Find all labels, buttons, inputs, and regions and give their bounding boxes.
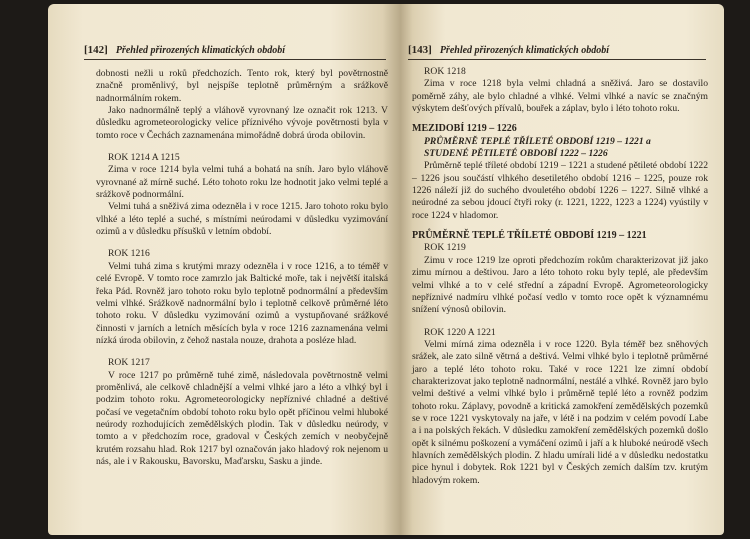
right-running-head [408,44,609,56]
left-body-text [96,68,388,468]
left-header-rule [84,59,386,60]
right-heading: ROK 1218 [424,66,466,77]
right-page [400,4,724,535]
left-paragraph: dobnosti nežli u roků předchozích. Tento rok, který byl povětrnostně značně proměnlivý, byl nejspíše teplotně průměrným a srážkově nadnormálním rokem. [96,68,388,104]
left-heading: ROK 1214 A 1215 [108,152,180,164]
right-heading: PRŮMĚRNĚ TEPLÉ TŘÍLETÉ OBDOBÍ 1219 – 1221 [412,230,647,242]
right-heading: STUDENÉ PĚTILETÉ OBDOBÍ 1222 – 1226 [424,148,608,160]
left-running-head-title: Přehled přirozených klimatických období [115,45,285,56]
left-heading: ROK 1216 [108,248,150,260]
right-paragraph: Zimu v roce 1219 lze oproti předchozím rokům charakterizovat již jako zimu mírnou a deštivou. Jaro a léto tohoto roku byly teplé, ale především velmi vlhké a to v celé střední a západní Evropě. Agrometeorologicky nepříznivé nadmíru vlhké počasí vedlo v tomto roce opět k významnému snížení výnosů obilovin. [412,254,708,316]
right-heading: MEZIDOBÍ 1219 – 1226 [412,123,517,135]
right-header-rule [408,59,706,60]
left-paragraph: Velmi tuhá a sněživá zima odezněla i v roce 1215. Jaro tohoto roku bylo vlhké a léto teplé a suché, s místními neúrodami v důsledku vyzimování ozimů a v důsledku přísušků v letním období. [96,201,388,238]
left-paragraph: V roce 1217 po průměrně tuhé zimě, následovala povětrnostně velmi proměnlivá, ale celkově chladnější a velmi vlhké jaro a léto a vlhký byl i podzim tohoto roku. Agrometeorologicky nepříznivé chladné a deštivé počasí ve vegetačním období tohoto roku bylo opět příčinou velmi hluboké neúrody rozhodujících zemědělských plodin. Tak v důsledku neúrody, v tomto a v předchozím roce, gradoval v Českých zemích v neobyčejně krutém rozsahu hlad. Rok 1217 byl označován jako hladový rok nejenom u nás, ale i v Rakousku, Bavorsku, Maďarsku, Sasku a jinde. [96,369,388,467]
left-paragraph: Jako nadnormálně teplý a vláhově vyrovnaný lze označit rok 1213. V důsledku agrometeorologicky velice příznivého vývoje povětrnosti byla v tomto roce v Čechách zaznamenána mimořádně dobrá úroda obilovin. [96,105,388,141]
left-heading: ROK 1217 [108,357,150,369]
right-paragraph: Zima v roce 1218 byla velmi chladná a sněživá. Jaro se dostavilo poměrně záhy, ale bylo chladné a vlhké. Velmi vlhké a navíc se značným výskytem dešťových přívalů, bouřek a záplav, bylo i léto tohoto roku. [412,78,708,115]
right-running-head-title: Přehled přirozených klimatických období [439,45,609,56]
right-paragraph: Velmi mírná zima odezněla i v roce 1220. Byla téměř bez sněhových srážek, ale zato silně větrná a deštivá. Velmi vlhké bylo i teplotně průměrné jaro a teplé léto tohoto roku. Také v roce 1221 lze zimní období charakterizovat jako teplotně nadnormální, nestálé a vlhké. Rovněž jaro bylo velmi deštivé a velmi vlhké bylo i průměrně teplé léto a rovněž podzim tohoto roku. Záplavy, povodně a kritická zamokření zemědělských pozemků se v roce 1221 vyskytovaly na jaře, v létě i na podzim v celém povodí Labe a i na polských řekách. V důsledku zamokření zemědělských pozemků došlo opět k silnému poškození a vymáčení ozimů i jaří a k hluboké neúrodě všech hlavních zemědělských plodin. Z hladu umírali lidé a v důsledku nedostatku pice hynul i dobytek. Rok 1221 byl v Českých zemích dalším tzv. krutým hladovým rokem. [412,338,708,486]
right-page-number: [143] [408,44,432,56]
right-body-text [412,66,708,487]
left-paragraph: Velmi tuhá zima s krutými mrazy odezněla i v roce 1216, a to téměř v celé Evropě. V tomto roce zamrzlo jak Baltické moře, tak i největší italská řeka Pád. Rovněž jaro tohoto roku bylo teplotně podnormální a především velmi vlhké. Srážkově nadnormální bylo i teplotně celkově průměrné léto tohoto roku. V důsledku vyzimování ozimů a vystupňované srážkové činnosti v jarních a letních měsících byla v roce 1216 zaznamenána velmi nízká úroda obilovin, z čehož nastala nouze, drahota a posléze hlad. [96,260,388,346]
right-heading: ROK 1220 A 1221 [424,326,496,338]
left-page-number: [142] [84,44,108,56]
book-spread [48,4,724,537]
right-paragraph: Průměrně teplé tříleté období 1219 – 1221 a studené pětileté období 1222 – 1226 jsou součástí vlhkého desetiletého období 1216 – 1225, pouze rok 1226 náleží již do suchého dvouletého období 1226 – 1227. Silně vlhké a neúrodné za sebou jdoucí čtyři roky (r. 1221, 1222, 1223 a 1224) vyústily v roce 1224 v hladomor. [412,160,708,221]
left-paragraph: Zima v roce 1214 byla velmi tuhá a bohatá na sníh. Jaro bylo vláhově vyrovnané až mírně suché. Léto tohoto roku lze hodnotit jako velmi teplé a srážkově podnormální. [96,164,388,201]
left-page [48,4,400,535]
right-heading: ROK 1219 [424,242,466,254]
left-running-head [84,44,285,56]
right-heading: PRŮMĚRNĚ TEPLÉ TŘÍLETÉ OBDOBÍ 1219 – 1221 a [424,135,651,147]
